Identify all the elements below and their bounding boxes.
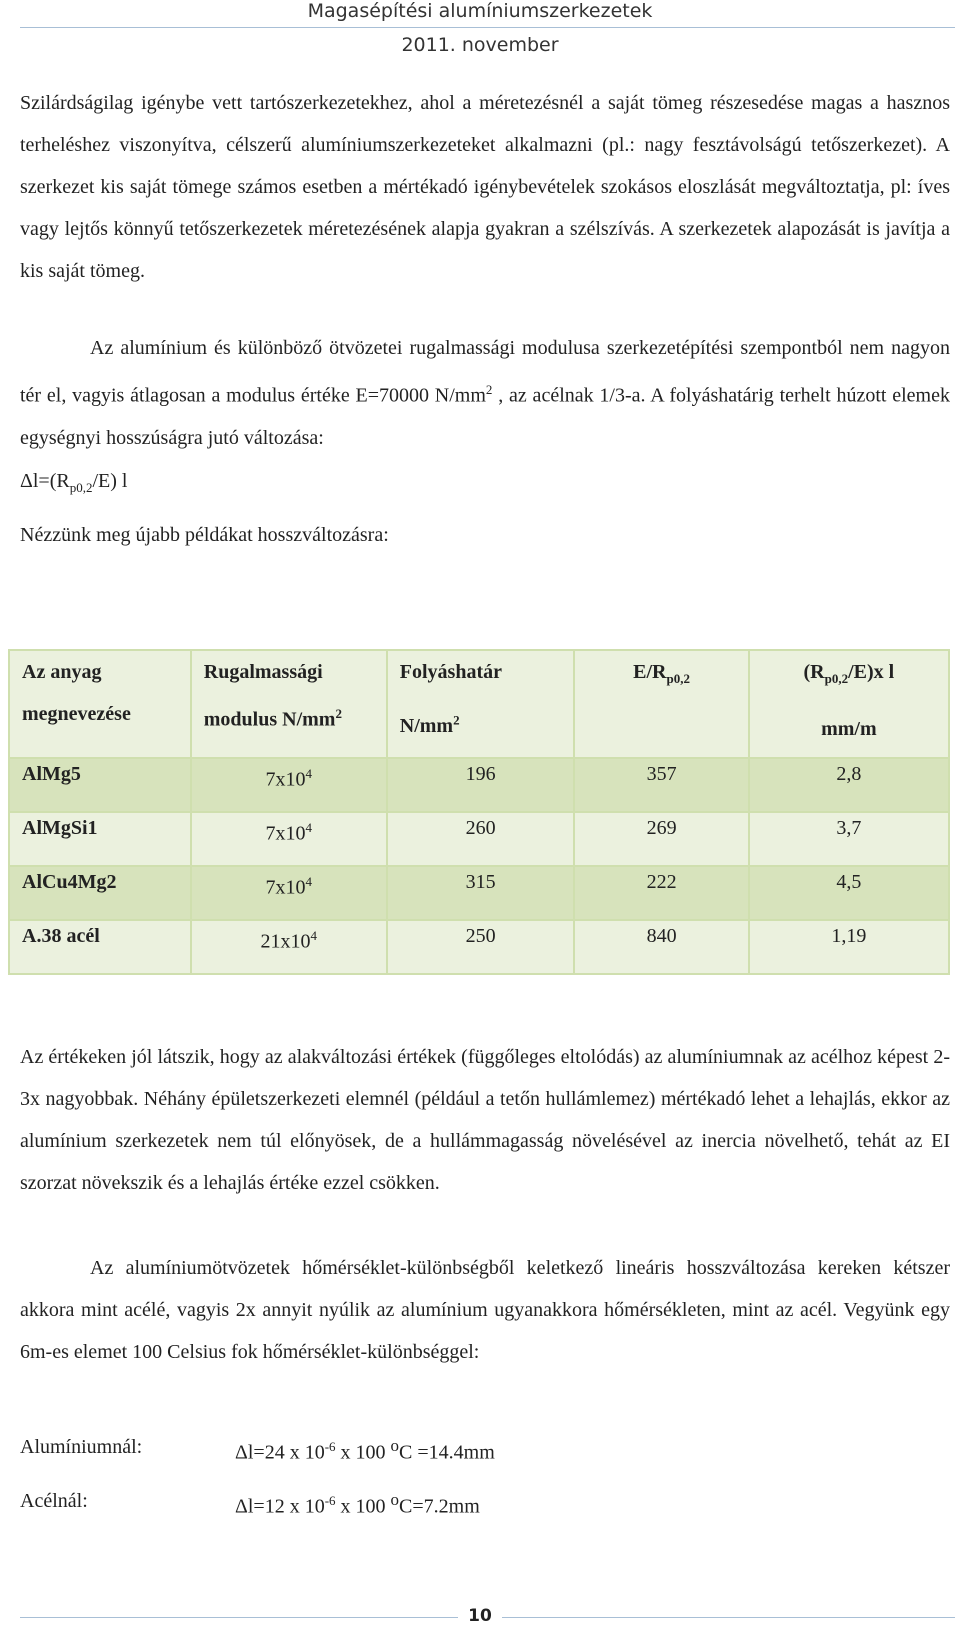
cell-ratio: 269 <box>574 812 748 866</box>
cell-ratio: 357 <box>574 758 748 812</box>
paragraph-2-superscript: 2 <box>485 382 493 397</box>
elongation-formula <box>20 470 127 496</box>
cell-modulus: $7x10^4$ <box>191 866 387 920</box>
header-modulus: Rugalmassági modulus $N/mm^2$ <box>191 650 387 758</box>
calc-aluminium-label: Alumíniumnál: <box>20 1436 143 1458</box>
cell-material: AlMgSi1 <box>9 812 191 866</box>
cell-yield: 315 <box>387 866 575 920</box>
cell-modulus: $7x10^4$ <box>191 758 387 812</box>
calc-aluminium-formula: Δl=24 x $10^{-6}$ x 100 $^o$C =14.4mm <box>235 1436 495 1464</box>
formula-part-a: Δl=(R <box>20 470 70 492</box>
table-row <box>9 866 949 920</box>
running-header-title: Magasépítési alumíniumszerkezetek <box>307 0 653 22</box>
paragraph-4: Az alumíniumötvözetek hőmérséklet-különbségből keletkező lineáris hosszváltozása kereken kétszer akkora mint acélé, vagyis 2x annyit nyúlik az alumínium ugyanakkora hőmérsékleten, mint az acél. Vegyünk egy 6m-es elemet 100 Celsius fok hőmérséklet-különbséggel: <box>20 1257 950 1363</box>
table-row <box>9 920 949 974</box>
header-yield: Folyáshatár $N/mm^2$ <box>387 650 575 758</box>
formula-subscript: p0,2 <box>69 480 93 495</box>
cell-elongation: 3,7 <box>749 812 949 866</box>
calc-aluminium <box>20 1436 495 1464</box>
running-header-date: 2011. november <box>401 34 559 56</box>
formula-part-b: /E) l <box>92 470 128 492</box>
paragraph-2 <box>20 327 950 459</box>
paragraph-1: Szilárdságilag igénybe vett tartószerkezetekhez, ahol a méretezésnél a saját tömeg részesedése magas a hasznos terheléshez viszonyítva, célszerű alumíniumszerkezeteket alkalmazni (pl.: nagy fesztávolságú tetőszerkezet). A szerkezet kis saját tömege számos esetben a mértékadó igénybevételek szokásos eloszlását megváltoztatja, pl: íves vagy lejtős könnyű tetőszerkezetek méretezésének alapja gyakran a szélszívás. A szerkezetek alapozását is javítja a kis saját tömeg. <box>20 92 950 282</box>
table-header-row <box>9 650 949 758</box>
cell-yield: 260 <box>387 812 575 866</box>
cell-ratio: 222 <box>574 866 748 920</box>
cell-elongation: 2,8 <box>749 758 949 812</box>
cell-material: AlMg5 <box>9 758 191 812</box>
material-table <box>8 649 950 975</box>
cell-modulus: $21x10^4$ <box>191 920 387 974</box>
table-row <box>9 758 949 812</box>
paragraph-2-text-b: , az acélnak 1/3-a. A folyáshatárig terhelt húzott elemek egységnyi hosszúságra jutó változása: <box>20 384 950 449</box>
table-row <box>9 812 949 866</box>
cell-material: A.38 acél <box>9 920 191 974</box>
calc-steel-formula: Δl=12 x $10^{-6}$ x 100 $^o$C=7.2mm <box>235 1490 480 1518</box>
cell-modulus: $7x10^4$ <box>191 812 387 866</box>
table-intro: Nézzünk meg újabb példákat hosszváltozásra: <box>20 524 389 546</box>
cell-elongation: 1,19 <box>749 920 949 974</box>
paragraph-2-text-a: Az alumínium és különböző ötvözetei rugalmassági modulusa szerkezetépítési szempontból nem nagyon tér el, vagyis átlagosan a modulus értéke E=70000 N/mm <box>20 337 950 407</box>
header-material: Az anyag megnevezése <box>9 650 191 758</box>
header-rule <box>20 27 955 28</box>
header-ratio: $E/R_{p0,2}$ <box>574 650 748 758</box>
cell-material: AlCu4Mg2 <box>9 866 191 920</box>
header-elongation: $(R_{p0,2}/E)x$ l mm/m <box>749 650 949 758</box>
cell-yield: 250 <box>387 920 575 974</box>
paragraph-3: Az értékeken jól látszik, hogy az alakváltozási értékek (függőleges eltolódás) az alumíniumnak az acélhoz képest 2-3x nagyobbak. Néhány épületszerkezeti elemnél (például a tetőn hullámlemez) mértékadó lehet a lehajlás, ekkor az alumínium szerkezetek nem túl előnyösek, de a hullámmagasság növelésével az inercia növelhető, tehát az EI szorzat növekszik és a lehajlás értéke ezzel csökken. <box>20 1046 950 1194</box>
cell-ratio: 840 <box>574 920 748 974</box>
cell-elongation: 4,5 <box>749 866 949 920</box>
page-number: 10 <box>0 1606 960 1626</box>
cell-yield: 196 <box>387 758 575 812</box>
calc-steel <box>20 1490 480 1518</box>
calc-steel-label: Acélnál: <box>20 1490 88 1512</box>
